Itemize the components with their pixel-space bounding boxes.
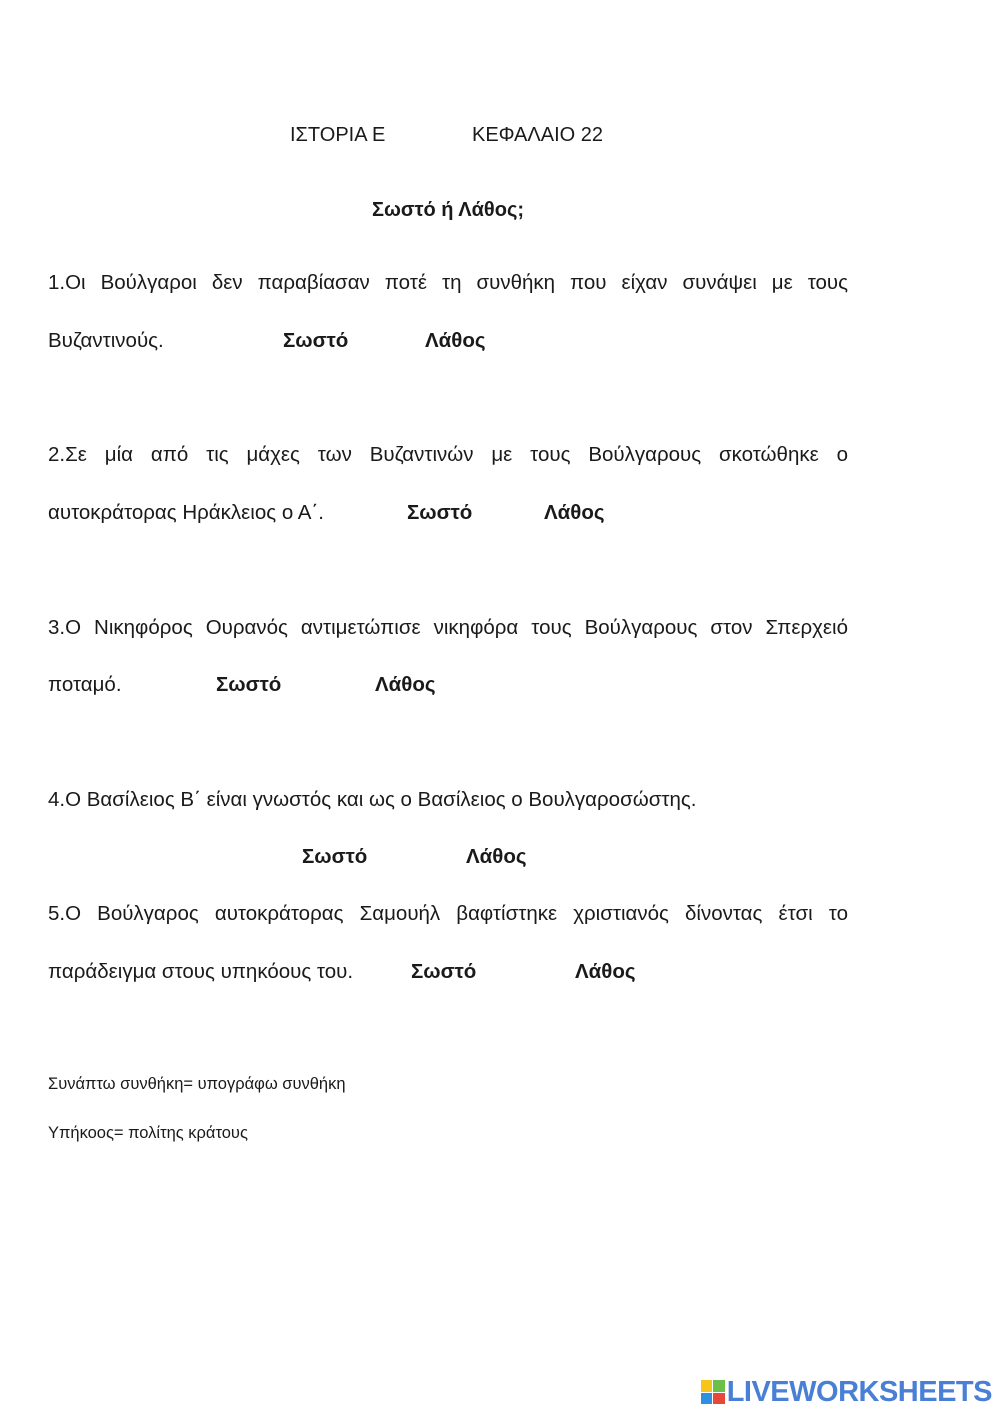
question-4-true-option[interactable]: Σωστό <box>302 845 368 868</box>
question-4-line-1: 4.Ο Βασίλειος Β΄ είναι γνωστός και ως ο Βασίλειος ο Βουλγαροσώστης. <box>48 788 697 811</box>
subject-label: ΙΣΤΟΡΙΑ Ε <box>290 124 386 146</box>
question-1-true-option[interactable]: Σωστό <box>283 329 349 352</box>
question-2-line-1: 2.Σε μία από τις μάχες των Βυζαντινών με τους Βούλγαρους σκοτώθηκε ο <box>48 443 848 466</box>
glossary-item-2: Υπήκοος= πολίτης κράτους <box>48 1124 248 1142</box>
question-3-true-option[interactable]: Σωστό <box>216 673 282 696</box>
logo-blocks-icon <box>701 1380 725 1404</box>
liveworksheets-logo <box>701 1376 992 1408</box>
question-1-false-option[interactable]: Λάθος <box>425 329 486 352</box>
question-5-line-2: παράδειγμα στους υπηκόους του. <box>48 960 354 983</box>
question-2-true-option[interactable]: Σωστό <box>407 501 473 524</box>
chapter-label: ΚΕΦΑΛΑΙΟ 22 <box>472 124 604 146</box>
brand-name: LIVEWORKSHEETS <box>726 1375 992 1408</box>
question-3-line-2: ποταμό. <box>48 673 122 696</box>
question-5-true-option[interactable]: Σωστό <box>411 960 477 983</box>
question-5-false-option[interactable]: Λάθος <box>575 960 636 983</box>
question-3-false-option[interactable]: Λάθος <box>375 673 436 696</box>
question-3-line-1: 3.Ο Νικηφόρος Ουρανός αντιμετώπισε νικηφόρα τους Βούλγαρους στον Σπερχειό <box>48 616 848 639</box>
glossary-item-1: Συνάπτω συνθήκη= υπογράφω συνθήκη <box>48 1075 346 1093</box>
question-2-false-option[interactable]: Λάθος <box>544 501 605 524</box>
question-4-false-option[interactable]: Λάθος <box>466 845 527 868</box>
question-5-line-1: 5.Ο Βούλγαρος αυτοκράτορας Σαμουήλ βαφτίστηκε χριστιανός δίνοντας έτσι το <box>48 902 848 925</box>
question-2-line-2: αυτοκράτορας Ηράκλειος ο Α΄. <box>48 501 324 524</box>
question-1-line-2: Βυζαντινούς. <box>48 329 164 352</box>
question-1-line-1: 1.Οι Βούλγαροι δεν παραβίασαν ποτέ τη συνθήκη που είχαν συνάψει με τους <box>48 271 848 294</box>
page-title: Σωστό ή Λάθος; <box>371 199 525 221</box>
